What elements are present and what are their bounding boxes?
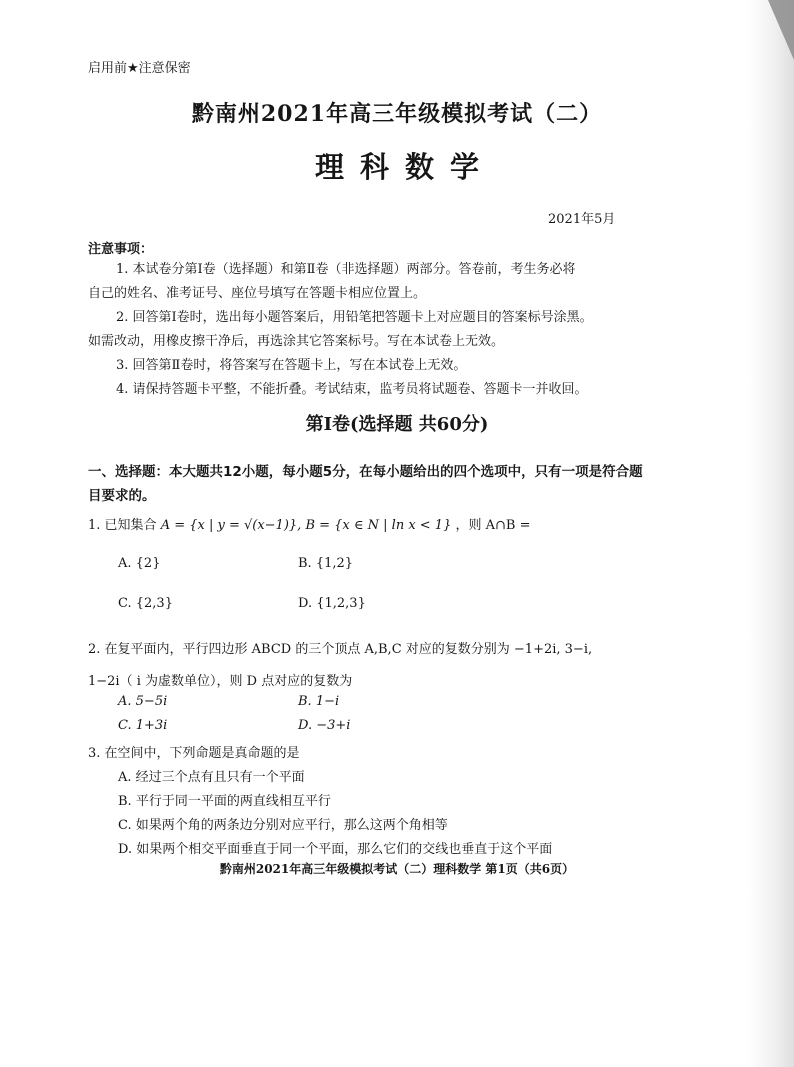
question-2-option-b: B. 1−i [298,694,340,709]
exam-date: 2021年5月 [548,212,616,227]
question-3-option-b: B. 平行于同一平面的两直线相互平行 [118,794,331,809]
question-1-stem [88,514,531,533]
question-1-prefix: 1. 已知集合 [88,518,157,533]
question-1-option-a: A. {2} [118,556,161,571]
note-line: 如需改动，用橡皮擦干净后，再选涂其它答案标号。写在本试卷上无效。 [88,334,505,349]
question-1-option-d: D. {1,2,3} [298,596,366,611]
question-1-suffix: ，则 A∩B = [455,518,531,533]
question-3-option-d: D. 如果两个相交平面垂直于同一个平面，那么它们的交线也垂直于这个平面 [118,842,553,857]
question-2-option-d: D. −3+i [298,718,351,733]
question-1-option-b: B. {1,2} [298,556,354,571]
question-1-option-c: C. {2,3} [118,596,173,611]
question-2-option-c: C. 1+3i [118,718,168,733]
notes-heading: 注意事项： [88,242,154,257]
subject-title: 理科数学 [314,150,495,184]
question-1-sets: A = {x | y = √(x−1)}, B = {x ∈ N | ln x < 1} [160,518,452,533]
note-line: 3. 回答第Ⅱ卷时，将答案写在答题卡上，写在本试卷上无效。 [116,358,467,373]
note-line: 4. 请保持答题卡平整，不能折叠。考试结束，监考员将试题卷、答题卡一并收回。 [116,382,588,397]
question-2-line-2: 1−2i（ i 为虚数单位），则 D 点对应的复数为 [88,674,353,689]
exam-title: 黔南州2021年高三年级模拟考试（二） [191,101,603,127]
part-heading: 一、选择题：本大题共12小题，每小题5分，在每小题给出的四个选项中，只有一项是符合题目要求的。 [88,464,643,504]
question-2-option-a: A. 5−5i [118,694,168,709]
section-title: 第Ⅰ卷(选择题 共60分) [305,414,489,435]
question-3-stem: 3. 在空间中，下列命题是真命题的是 [88,746,300,761]
note-line: 1. 本试卷分第Ⅰ卷（选择题）和第Ⅱ卷（非选择题）两部分。答卷前，考生务必将 [116,262,576,277]
question-3-option-c: C. 如果两个角的两条边分别对应平行，那么这两个角相等 [118,818,448,833]
question-3-option-a: A. 经过三个点有且只有一个平面 [118,770,305,785]
question-2-line-1: 2. 在复平面内，平行四边形 ABCD 的三个顶点 A,B,C 对应的复数分别为 −1+2i, 3−i, [88,642,593,657]
page-footer: 黔南州2021年高三年级模拟考试（二）理科数学 第1页（共6页） [219,862,575,876]
note-line: 自己的姓名、准考证号、座位号填写在答题卡相应位置上。 [88,286,427,301]
note-line: 2. 回答第Ⅰ卷时，选出每小题答案后，用铅笔把答题卡上对应题目的答案标号涂黑。 [116,310,593,325]
confidential-label: 启用前★注意保密 [88,61,191,76]
